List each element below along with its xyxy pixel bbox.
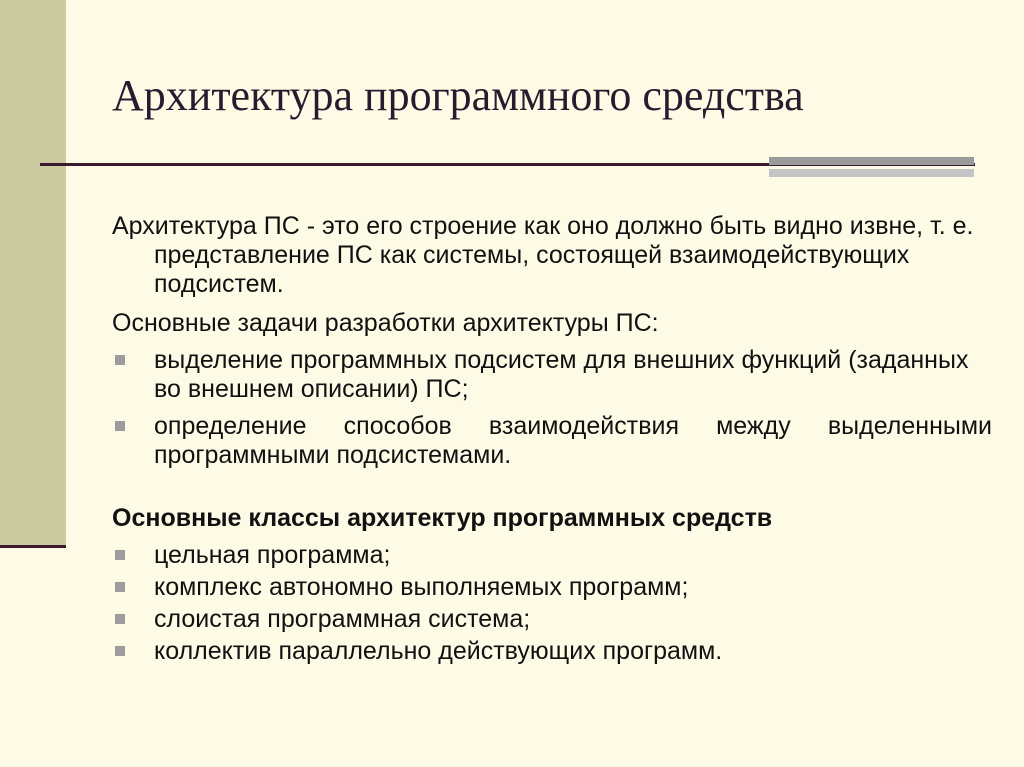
slide-body [112,212,992,669]
tasks-heading: Основные задачи разработки архитектуры ПС: [112,309,659,337]
side-decor-rule [0,545,66,548]
classes-heading: Основные классы архитектур программных средств [112,504,773,532]
list-item-text: слоистая программная система; [154,605,531,633]
list-item-text: цельная программа; [154,541,391,569]
list-item-text: комплекс автономно выполняемых программ; [154,573,689,601]
list-item-text: коллектив параллельно действующих программ. [154,637,723,665]
title-accent-bar-secondary [769,169,974,177]
list-item-text: выделение программных подсистем для внешних функций (заданных во внешнем описании) ПС; [154,346,969,403]
list-item [112,346,992,404]
tasks-list [112,346,992,470]
square-bullet-icon [115,582,125,592]
list-item-text: определение способов взаимодействия между выделенными программными подсистемами. [154,412,992,469]
side-decor-band [0,0,66,545]
square-bullet-icon [115,550,125,560]
square-bullet-icon [115,646,125,656]
classes-list [112,541,992,666]
list-item [112,412,992,470]
square-bullet-icon [115,421,125,431]
list-item [112,573,992,602]
square-bullet-icon [115,355,125,365]
definition-paragraph: Архитектура ПС - это его строение как оно должно быть видно извне, т. е. представление ПС как системы, состоящей взаимодействующих подсистем. [112,212,974,298]
slide-title: Архитектура программного средства [112,71,804,120]
section-spacer [112,478,992,504]
list-item [112,637,992,666]
title-accent-bar [769,157,974,165]
list-item [112,541,992,570]
square-bullet-icon [115,614,125,624]
list-item [112,605,992,634]
